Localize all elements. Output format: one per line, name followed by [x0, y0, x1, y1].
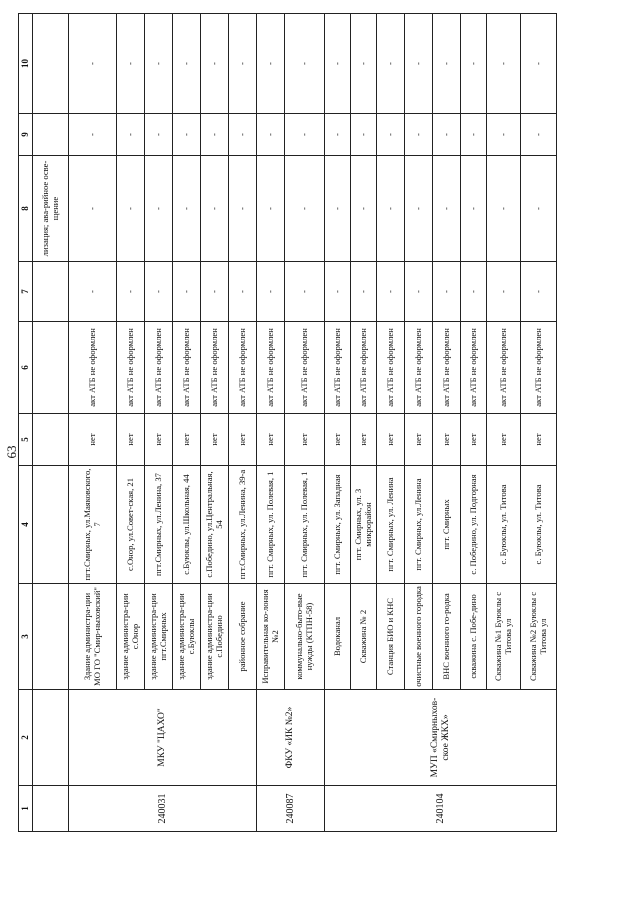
- table-cell: -: [69, 156, 117, 262]
- column-number: 3: [19, 584, 33, 690]
- table-cell: -: [487, 262, 521, 322]
- facility-address: пгт.Смирных, ул.Маяковского, 7: [69, 466, 117, 584]
- table-row: [69, 14, 117, 832]
- table-cell: -: [145, 262, 173, 322]
- organization-name: МКУ "ЦАХО": [69, 690, 257, 786]
- table-cell: -: [117, 114, 145, 156]
- column-number: 10: [19, 14, 33, 114]
- flag-cell: нет: [117, 414, 145, 466]
- flag-cell: нет: [69, 414, 117, 466]
- object-code: 240104: [325, 786, 557, 832]
- atb-act-status: акт АТБ не оформлен: [117, 322, 145, 414]
- table-cell: -: [229, 114, 257, 156]
- table-cell: -: [521, 14, 557, 114]
- object-code: 240087: [257, 786, 325, 832]
- facility-name: Водоканал: [325, 584, 351, 690]
- table-row: [325, 14, 351, 832]
- table-cell: -: [257, 14, 285, 114]
- facility-name: коммунально-быто-вые нужды (КТПН-58): [285, 584, 325, 690]
- flag-cell: нет: [521, 414, 557, 466]
- table-cell: -: [377, 114, 405, 156]
- column-number: 2: [19, 690, 33, 786]
- organization-name: МУП «Смирныхов-ское ЖКХ»: [325, 690, 557, 786]
- table-cell: -: [433, 14, 461, 114]
- table-cell: -: [487, 14, 521, 114]
- table-cell: -: [69, 114, 117, 156]
- continuation-row: [33, 14, 69, 832]
- atb-act-status: акт АТБ не оформлен: [257, 322, 285, 414]
- facility-name: здание администра-ции с.Онор: [117, 584, 145, 690]
- facilities-table: [18, 13, 557, 832]
- facility-name: Станция БИО и КНС: [377, 584, 405, 690]
- table-cell: -: [285, 156, 325, 262]
- table-cell: -: [405, 114, 433, 156]
- table-cell: -: [377, 156, 405, 262]
- atb-act-status: акт АТБ не оформлен: [377, 322, 405, 414]
- flag-cell: нет: [145, 414, 173, 466]
- atb-act-status: акт АТБ не оформлен: [433, 322, 461, 414]
- table-cell: -: [145, 156, 173, 262]
- facility-name: Скважина №2 Буюклы с Титова ул: [521, 584, 557, 690]
- table-cell: -: [257, 114, 285, 156]
- table-cell: -: [433, 156, 461, 262]
- organization-name: ФКУ «ИК №2»: [257, 690, 325, 786]
- facility-name: здание администра-ции с.Буюклы: [173, 584, 201, 690]
- table-cell: -: [201, 14, 229, 114]
- facility-address: пгт.Смирных, ул.Ленина, 37: [145, 466, 173, 584]
- table-cell: -: [173, 156, 201, 262]
- table-cell: -: [461, 114, 487, 156]
- atb-act-status: акт АТБ не оформлен: [229, 322, 257, 414]
- table-cell: -: [201, 262, 229, 322]
- table-cell: -: [69, 262, 117, 322]
- table-cell: -: [69, 14, 117, 114]
- table-cell: -: [377, 262, 405, 322]
- table-cell: -: [351, 156, 377, 262]
- flag-cell: нет: [201, 414, 229, 466]
- facility-address: с. Победино, ул. Подгорная: [461, 466, 487, 584]
- flag-cell: нет: [351, 414, 377, 466]
- column-number: 5: [19, 414, 33, 466]
- table-cell: -: [377, 14, 405, 114]
- facility-address: пгт. Смирных, ул. Полевая, 1: [285, 466, 325, 584]
- table-cell: -: [257, 156, 285, 262]
- table-cell: -: [521, 156, 557, 262]
- facility-address: с.Победино, ул.Центральная, 54: [201, 466, 229, 584]
- atb-act-status: акт АТБ не оформлен: [145, 322, 173, 414]
- column-number: 1: [19, 786, 33, 832]
- atb-act-status: акт АТБ не оформлен: [521, 322, 557, 414]
- flag-cell: нет: [461, 414, 487, 466]
- object-code: 240031: [69, 786, 257, 832]
- column-number: 4: [19, 466, 33, 584]
- table-cell: -: [325, 262, 351, 322]
- table-cell: -: [325, 14, 351, 114]
- table-cell: -: [351, 14, 377, 114]
- facility-address: пгт. Смирных, ул. Полевая, 1: [257, 466, 285, 584]
- facility-address: пгт. Смирных: [433, 466, 461, 584]
- table-cell: -: [201, 156, 229, 262]
- table-cell: -: [433, 114, 461, 156]
- flag-cell: нет: [257, 414, 285, 466]
- atb-act-status: акт АТБ не оформлен: [285, 322, 325, 414]
- flag-cell: нет: [487, 414, 521, 466]
- table-cell: -: [461, 14, 487, 114]
- facility-address: с. Буюклы, ул. Титова: [487, 466, 521, 584]
- table-cell: -: [405, 156, 433, 262]
- facility-address: с.Онор, ул.Совет-ская, 21: [117, 466, 145, 584]
- facility-address: пгт. Смирных, ул. Ленина: [377, 466, 405, 584]
- table-cell: -: [351, 262, 377, 322]
- facility-name: здание администра-ции пгт.Смирных: [145, 584, 173, 690]
- facility-name: Скважина № 2: [351, 584, 377, 690]
- table-cell: -: [351, 114, 377, 156]
- table-cell: -: [487, 114, 521, 156]
- flag-cell: нет: [173, 414, 201, 466]
- table-cell: -: [229, 156, 257, 262]
- facility-address: пгт. Смирных, ул.Ленина: [405, 466, 433, 584]
- table-cell: -: [521, 114, 557, 156]
- facility-address: пгт. Смирных, ул. 3 микрорайон: [351, 466, 377, 584]
- atb-act-status: акт АТБ не оформлен: [487, 322, 521, 414]
- table-cell: -: [173, 114, 201, 156]
- page-number: 63: [4, 445, 19, 459]
- table-cell: -: [257, 262, 285, 322]
- column-number: 9: [19, 114, 33, 156]
- table-cell: -: [229, 262, 257, 322]
- table-cell: -: [173, 262, 201, 322]
- continued-cell: лизация; ава-рийное осве-щение: [33, 156, 69, 262]
- table-cell: -: [285, 262, 325, 322]
- table-cell: -: [173, 14, 201, 114]
- facility-name: Исправительная ко-лония №2: [257, 584, 285, 690]
- facility-name: районное собрание: [229, 584, 257, 690]
- table-cell: -: [145, 114, 173, 156]
- table-row: [257, 14, 285, 832]
- atb-act-status: акт АТБ не оформлен: [461, 322, 487, 414]
- flag-cell: нет: [377, 414, 405, 466]
- facility-address: пгт. Смирных, ул. Западная: [325, 466, 351, 584]
- flag-cell: нет: [405, 414, 433, 466]
- table-cell: -: [405, 14, 433, 114]
- column-number: 7: [19, 262, 33, 322]
- table-cell: -: [117, 262, 145, 322]
- table-cell: -: [285, 114, 325, 156]
- atb-act-status: акт АТБ не оформлен: [201, 322, 229, 414]
- facility-name: скважина с. Побе-дино: [461, 584, 487, 690]
- column-number-row: [19, 14, 33, 832]
- atb-act-status: акт АТБ не оформлен: [325, 322, 351, 414]
- column-number: 6: [19, 322, 33, 414]
- table-cell: -: [461, 156, 487, 262]
- table-cell: -: [461, 262, 487, 322]
- atb-act-status: акт АТБ не оформлен: [173, 322, 201, 414]
- table-cell: -: [285, 14, 325, 114]
- atb-act-status: акт АТБ не оформлен: [351, 322, 377, 414]
- facility-address: с. Буюклы, ул. Титова: [521, 466, 557, 584]
- table-cell: -: [117, 14, 145, 114]
- facility-name: очистные военного городка: [405, 584, 433, 690]
- table-cell: -: [145, 14, 173, 114]
- flag-cell: нет: [229, 414, 257, 466]
- facility-address: с.Буюклы, ул.Школьная, 44: [173, 466, 201, 584]
- table-cell: -: [325, 114, 351, 156]
- flag-cell: нет: [433, 414, 461, 466]
- facility-address: пгт.Смирных, ул.Ленина, 39-а: [229, 466, 257, 584]
- atb-act-status: акт АТБ не оформлен: [405, 322, 433, 414]
- facility-name: Скважина №1 Буюклы с Титова ул: [487, 584, 521, 690]
- table-cell: -: [487, 156, 521, 262]
- facility-name: Здание администра-ции МО ГО "Смир-ныховский": [69, 584, 117, 690]
- table-cell: -: [117, 156, 145, 262]
- facility-name: ВНС военного го-родка: [433, 584, 461, 690]
- column-number: 8: [19, 156, 33, 262]
- table-cell: -: [201, 114, 229, 156]
- table-cell: -: [229, 14, 257, 114]
- table-cell: -: [325, 156, 351, 262]
- table-cell: -: [433, 262, 461, 322]
- flag-cell: нет: [325, 414, 351, 466]
- table-cell: -: [521, 262, 557, 322]
- flag-cell: нет: [285, 414, 325, 466]
- table-cell: -: [405, 262, 433, 322]
- facility-name: здание администра-ции с.Победино: [201, 584, 229, 690]
- atb-act-status: акт АТБ не оформлен: [69, 322, 117, 414]
